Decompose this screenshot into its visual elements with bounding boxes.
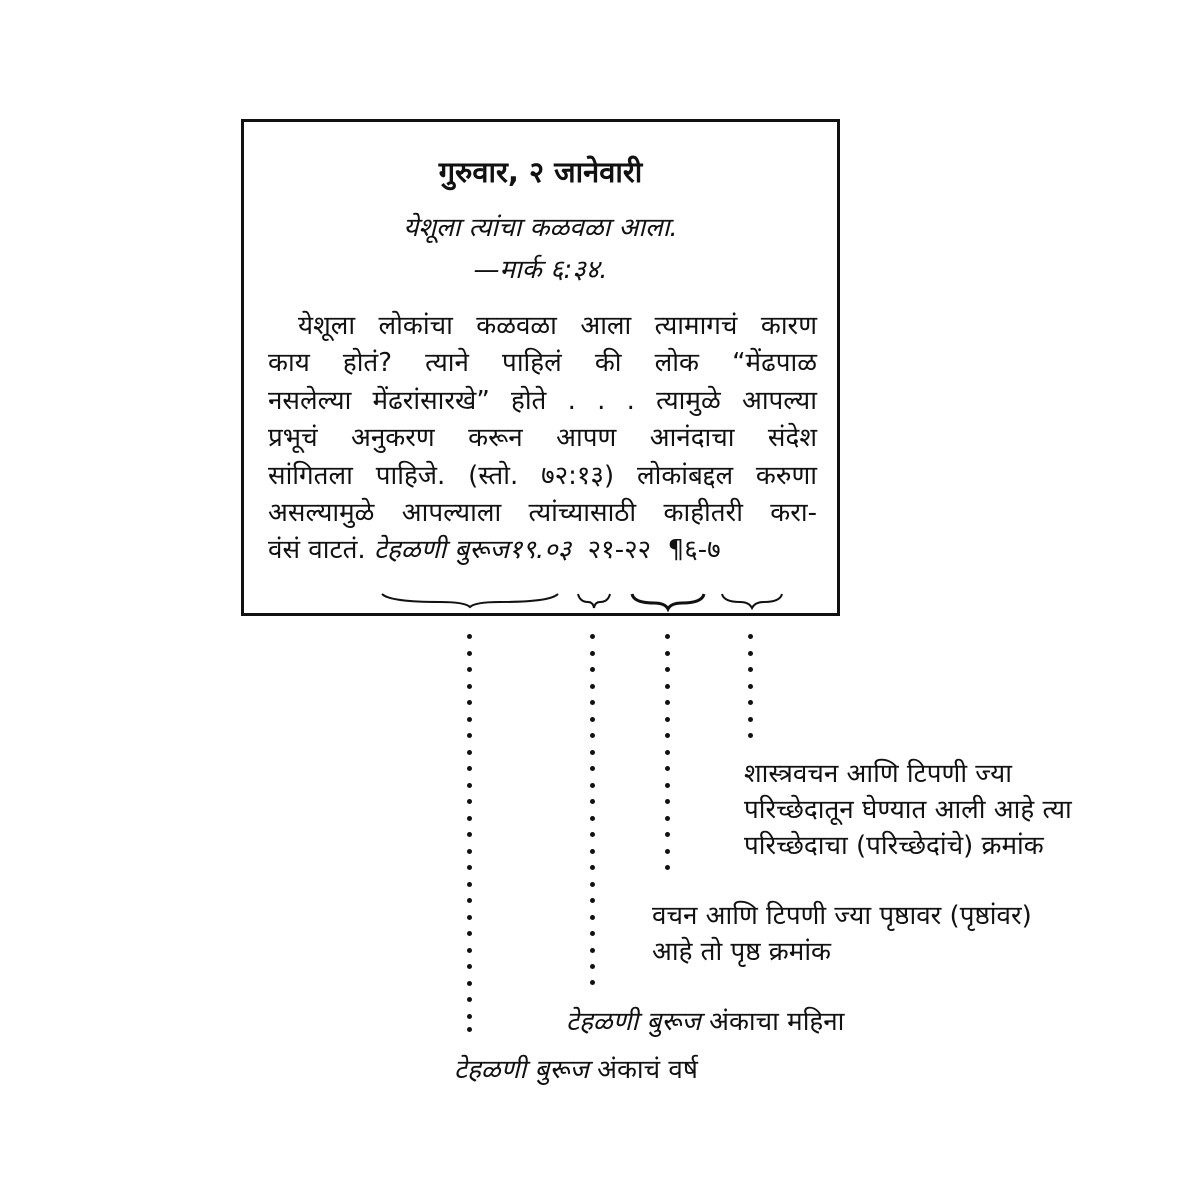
label-line: वचन आणि टिपणी ज्या पृष्ठावर (पृष्ठांवर) bbox=[652, 901, 1032, 931]
issue-year-label bbox=[454, 1052, 698, 1088]
label-line: आहे तो पृष्ठ क्रमांक bbox=[652, 937, 832, 967]
leader-year bbox=[467, 634, 473, 1034]
citation-publication: टेहळणी बुरूज bbox=[373, 535, 509, 566]
label-publication: टेहळणी बुरूज bbox=[566, 1007, 701, 1037]
label-line: परिच्छेदाचा (परिच्छेदांचे) क्रमांक bbox=[744, 831, 1044, 861]
theme-verse: येशूला त्यांचा कळवळा आला. bbox=[403, 213, 678, 243]
label-text: अंकाचा महिना bbox=[700, 1007, 845, 1037]
leader-pages bbox=[665, 634, 671, 874]
daily-text-card bbox=[241, 119, 840, 616]
commentary-text bbox=[268, 308, 817, 570]
citation-pages: २१-२२ bbox=[587, 535, 652, 566]
label-text: अंकाचं वर्ष bbox=[588, 1055, 698, 1085]
date-heading: गुरुवार, २ जानेवारी bbox=[438, 155, 643, 189]
citation-year: १९ bbox=[508, 535, 536, 566]
issue-month-label bbox=[566, 1004, 844, 1040]
commentary-line: सांगितला पाहिजे. (स्तो. ७२:१३) लोकांबद्दल करुणा bbox=[268, 460, 817, 491]
verse-reference: —मार्क ६:३४. bbox=[473, 255, 608, 285]
commentary-line-end: वंसं वाटतं. bbox=[268, 535, 366, 566]
label-line: शास्त्रवचन आणि टिपणी ज्या bbox=[744, 759, 1012, 789]
brace-pages bbox=[630, 590, 706, 614]
citation-separator: . bbox=[535, 535, 545, 566]
paragraph-number-label bbox=[744, 756, 1072, 864]
brace-publication-year bbox=[380, 590, 560, 610]
brace-paragraphs bbox=[720, 590, 784, 612]
citation-paragraphs: ६-७ bbox=[684, 535, 721, 566]
commentary-line: असल्यामुळे आपल्याला त्यांच्यासाठी काहीतरी करा- bbox=[268, 498, 817, 529]
page-number-label bbox=[652, 898, 1032, 970]
leader-paragraphs bbox=[748, 634, 754, 744]
commentary-line: प्रभूचं अनुकरण करून आपण आनंदाचा संदेश bbox=[268, 423, 817, 454]
label-publication: टेहळणी बुरूज bbox=[454, 1055, 589, 1085]
label-line: परिच्छेदातून घेण्यात आली आहे त्या bbox=[744, 795, 1072, 825]
citation-month: ०३ bbox=[544, 535, 572, 566]
commentary-line: नसलेल्या मेंढरांसारखे” होते . . . त्यामुळे आपल्या bbox=[268, 385, 817, 416]
paragraph-symbol: ¶ bbox=[667, 535, 685, 566]
commentary-line: काय होतं? त्याने पाहिलं की लोक “मेंढपाळ bbox=[268, 348, 817, 379]
brace-month bbox=[576, 590, 612, 612]
citation-line bbox=[268, 532, 817, 569]
leader-month bbox=[590, 634, 596, 984]
commentary-line: येशूला लोकांचा कळवळा आला त्यामागचं कारण bbox=[298, 311, 817, 341]
